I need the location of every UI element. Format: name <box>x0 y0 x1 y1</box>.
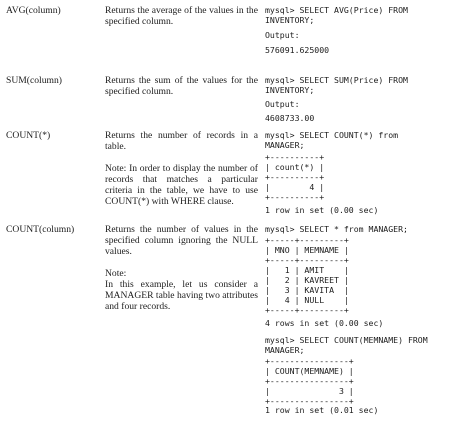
description-sum: Returns the sum of the values for the specified column. <box>105 75 258 97</box>
query-count-column: mysql> SELECT * from MANAGER; <box>265 224 408 234</box>
result-table-manager: +-----+---------+ | MNO | MEMNAME | +-----+---------+ | 1 | AMIT | | 2 | KAVREET | | 3 | KAVITA | | 4 | NULL | +-----+---------+ <box>265 235 349 315</box>
description-avg: Returns the average of the values in the specified column. <box>105 5 258 27</box>
query-avg: mysql> SELECT AVG(Price) FROM INVENTORY; <box>265 5 408 25</box>
query-sum: mysql> SELECT SUM(Price) FROM INVENTORY; <box>265 75 408 95</box>
result-table-count-memname: +----------------+ | COUNT(MEMNAME) | +----------------+ | 3 | +----------------+ <box>265 356 354 406</box>
result-summary-count-memname: 1 row in set (0.01 sec) <box>265 405 379 415</box>
output-label-avg: Output: <box>265 30 300 40</box>
query-count-star: mysql> SELECT COUNT(*) from MANAGER; <box>265 130 399 150</box>
description-count-star: Returns the number of records in a table. <box>105 130 258 152</box>
note-title-count-column: Note: <box>105 268 127 279</box>
description-count-column: Returns the number of values in the specified column ignoring the NULL values. <box>105 224 258 257</box>
output-value-avg: 576091.625000 <box>265 45 330 55</box>
query-count-memname: mysql> SELECT COUNT(MEMNAME) FROM MANAGER; <box>265 335 428 355</box>
function-name-count-star: COUNT(*) <box>6 130 51 141</box>
function-name-count-column: COUNT(column) <box>6 224 75 235</box>
function-name-sum: SUM(column) <box>6 75 62 86</box>
output-label-sum: Output: <box>265 99 300 109</box>
result-summary-manager: 4 rows in set (0.00 sec) <box>265 318 384 328</box>
function-name-avg: AVG(column) <box>6 5 61 16</box>
result-summary-count-star: 1 row in set (0.00 sec) <box>265 205 379 215</box>
note-count-star: Note: In order to display the number of records that matches a particular criteria in the table, we have to use COUNT(*) with WHERE clause. <box>105 163 258 207</box>
result-table-count-star: +----------+ | count(*) | +----------+ | 4 | +----------+ <box>265 152 325 202</box>
output-value-sum: 4608733.00 <box>265 113 315 123</box>
note-count-column: In this example, let us consider a MANAGER table having two attributes and four records. <box>105 279 258 312</box>
